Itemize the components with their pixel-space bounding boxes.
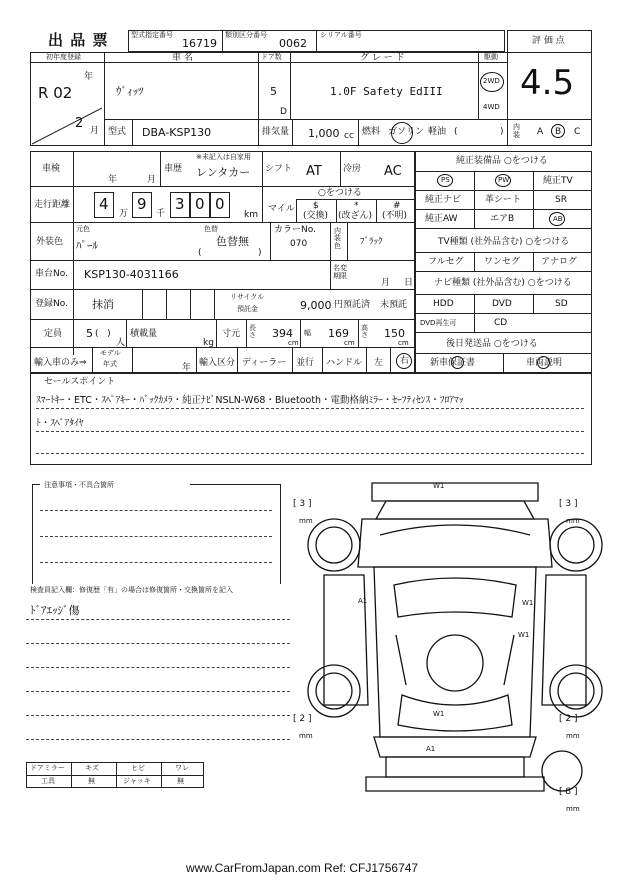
tire-depth-rr-unit: mm (566, 732, 580, 740)
damage-mark-right-1: W1 (522, 599, 534, 607)
doors-value: 5 (270, 85, 277, 98)
color-no-label: カラーNo. (274, 225, 316, 235)
navi-cd: CD (494, 318, 508, 328)
recycle-unpaid: 未預託 (380, 300, 408, 310)
interior-color-value: ﾌﾞﾗｯｸ (360, 237, 383, 247)
import-dealer: ディーラー (242, 358, 287, 368)
color-paren-close: ) (258, 248, 262, 258)
damage-mark-front: W1 (433, 482, 445, 490)
sales-point-label: セールスポイント (44, 377, 116, 387)
recycle-label-2: 預託金 (237, 305, 258, 313)
model-year-label-1: モデル (100, 349, 121, 357)
shaken-month-unit: 月 (147, 175, 157, 185)
drive-4wd: 4WD (483, 103, 500, 111)
manual-circle (537, 356, 550, 369)
import-class-label: 輸入区分 (199, 358, 236, 368)
equip-sr: SR (555, 195, 567, 205)
reg-no-label: 登録No. (35, 299, 68, 309)
capacity-label: 定員 (44, 329, 63, 339)
length-cm: cm (288, 339, 299, 347)
chassis-value: KSP130-4031166 (84, 268, 179, 281)
fuel-label: 燃料 (362, 127, 381, 137)
accessory-value-3: ジャッキ (123, 777, 151, 785)
name-change-day: 日 (404, 278, 414, 288)
tv-analog: アナログ (541, 257, 578, 267)
mileage-km-unit: km (244, 210, 258, 220)
history-value: レンタカー (196, 166, 251, 179)
displacement-value: 1,000 (308, 127, 340, 140)
caution-label: 注意事項・不具合箇所 (44, 481, 114, 489)
classification-value: 0062 (279, 37, 307, 50)
length-value: 394 (272, 327, 293, 340)
import-parallel: 並行 (296, 358, 315, 368)
meter-unknown-symbol: # (393, 201, 401, 211)
accessory-header-4: ワレ (175, 764, 189, 772)
damage-mark-right-2: W1 (518, 631, 530, 639)
tire-depth-fr: [ 3 ] (559, 499, 578, 509)
navi-dvd-player: DVD再生可 (420, 319, 457, 327)
shift-value: AT (306, 164, 322, 179)
first-reg-year: R 02 (38, 84, 73, 102)
shaken-label: 車検 (42, 164, 61, 174)
meter-exchange: (交換) (303, 211, 329, 221)
first-reg-slash (30, 106, 104, 146)
name-change-month: 月 (381, 278, 391, 288)
cooler-value: AC (384, 164, 402, 179)
equip-ps: PS (441, 176, 450, 184)
equip-ab: AB (553, 215, 563, 223)
interior-grade-b: B (555, 127, 562, 137)
history-note: ※未記入は自家用 (196, 153, 251, 161)
meter-tamper-symbol: * (354, 201, 359, 211)
score-value: 4.5 (520, 63, 575, 103)
history-label: 車歴 (164, 164, 183, 174)
mileage-man-unit: 万 (119, 209, 129, 219)
reg-no-value: 抹消 (92, 298, 114, 311)
damage-mark-rear: W1 (433, 710, 445, 718)
color-no-value: 070 (290, 239, 308, 249)
color-paren-open: ( (198, 248, 202, 258)
tv-type-header: TV種類 (社外品含む) ○をつける (438, 237, 570, 247)
color-change-label: 色替 (204, 225, 218, 233)
later-shipment-header: 後日発送品 ○をつける (446, 339, 538, 349)
mile-label: マイル (268, 204, 295, 214)
meter-circle-note: ○をつける (318, 188, 362, 198)
page-title: 出 品 票 (48, 31, 109, 49)
accessory-header-2: キズ (85, 764, 99, 772)
shaken-year-unit: 年 (108, 175, 118, 185)
car-name-label: 車 名 (172, 53, 193, 63)
doors-label: ドア数 (261, 53, 282, 61)
height-value: 150 (384, 327, 405, 340)
color-change-value: 色替無 (216, 235, 249, 248)
tire-depth-rl-unit: mm (299, 732, 313, 740)
equip-genuine-tv: 純正TV (543, 176, 573, 186)
capacity-paren: ( ) (95, 329, 111, 339)
model-year-unit: 年 (182, 363, 192, 373)
model-designation-label: 型式指定番号 (131, 31, 173, 39)
navi-type-header: ナビ種類 (社外品含む) ○をつける (434, 278, 572, 288)
genuine-equipment-header: 純正装備品 ○をつける (456, 156, 548, 166)
accessory-value-2: 無 (88, 777, 95, 785)
cooler-label: 冷房 (343, 164, 362, 174)
interior-label: 内装 (513, 123, 520, 139)
width-value: 169 (328, 327, 349, 340)
model-type-label: 型式 (108, 127, 127, 137)
accessory-header-1: ドアミラー (30, 764, 65, 772)
name-change-label: 名変期限 (333, 264, 347, 280)
inspector-label: 検査員記入欄：修復歴「有」の場合は修復箇所・交換箇所を記入 (30, 586, 233, 594)
displacement-unit: cc (344, 131, 354, 141)
width-label: 幅 (304, 329, 311, 337)
grade-value: 1.0F Safety EdIII (330, 85, 443, 98)
height-cm: cm (398, 339, 409, 347)
height-label: 高さ (361, 324, 368, 340)
original-color-label: 元色 (76, 225, 90, 233)
tire-depth-spare: [ 8 ] (559, 787, 578, 797)
navi-dvd: DVD (492, 299, 512, 309)
model-type-value: DBA-KSP130 (142, 126, 212, 139)
later-new-car-warranty: 新車保証書 (430, 358, 476, 368)
handle-right: 右 (400, 356, 410, 366)
width-cm: cm (344, 339, 355, 347)
equip-genuine-navi: 純正ナビ (425, 195, 462, 205)
tire-depth-fl-unit: mm (299, 517, 313, 525)
equip-airbag: エアB (490, 214, 515, 224)
sales-point-line-2: ﾄ・ｽﾍﾟｱﾀｲﾔ (36, 418, 84, 429)
mileage-digit-4-text: 0 (195, 195, 205, 213)
grade-label: グ レ ー ド (360, 53, 405, 63)
meter-unknown: (不明) (382, 211, 408, 221)
mileage-digit-2-text: 9 (137, 195, 147, 213)
fuel-diesel: 軽油 (428, 127, 447, 137)
inspector-note: ﾄﾞｱｴｯｼﾞ傷 (30, 604, 80, 617)
interior-grade-a: A (537, 127, 544, 137)
mileage-digit-1-text: 4 (99, 195, 109, 213)
mileage-sen-unit: 千 (156, 209, 166, 219)
fuel-gasoline: ガソリン (388, 127, 425, 137)
fuel-paren: ( (454, 127, 458, 137)
drive-label: 駆動 (484, 53, 498, 61)
original-color-value: ﾊﾟｰﾙ (76, 239, 98, 252)
fuel-paren-close: ) (500, 127, 504, 137)
handle-left: 左 (374, 358, 384, 368)
meter-tamper: (改ざん) (338, 211, 373, 221)
mileage-digit-5-text: 0 (215, 195, 225, 213)
damage-mark-rear-bumper: A1 (426, 745, 436, 753)
navi-hdd: HDD (433, 299, 454, 309)
chassis-label: 車台No. (35, 269, 68, 279)
mileage-label: 走行距離 (34, 200, 71, 210)
meter-exchange-symbol: $ (313, 201, 319, 211)
damage-mark-left: A1 (358, 597, 368, 605)
length-label: 長さ (249, 324, 256, 340)
dims-label: 寸元 (222, 329, 241, 339)
equip-pw: PW (498, 176, 510, 184)
later-manual: 車両説明 (526, 358, 563, 368)
exterior-color-label: 外装色 (36, 237, 64, 247)
recycle-amount: 9,000 (300, 299, 332, 312)
model-designation-value: 16719 (182, 37, 217, 50)
tv-oneseg: ワンセグ (484, 257, 521, 267)
loading-unit: kg (203, 338, 214, 348)
door-type: D (280, 107, 287, 117)
first-reg-label: 初年度登録 (46, 53, 81, 61)
model-year-label-2: 年式 (103, 360, 117, 368)
tire-depth-rr: [ 2 ] (559, 714, 578, 724)
mileage-digit-3-text: 3 (175, 195, 185, 213)
warranty-circle (451, 356, 464, 369)
accessory-header-3: ヒビ (131, 764, 145, 772)
capacity-unit: 人 (116, 338, 126, 348)
footer-watermark: www.CarFromJapan.com Ref: CFJ1756747 (186, 861, 419, 875)
first-reg-month-unit: 月 (90, 126, 100, 136)
car-name-value: ｳﾞｨｯﾂ (116, 85, 144, 98)
tire-depth-spare-unit: mm (566, 805, 580, 813)
displacement-label: 排気量 (262, 127, 290, 137)
recycle-unit: 円預託済 (334, 300, 371, 310)
score-label: 評 価 点 (532, 36, 565, 46)
shift-label: シフト (265, 164, 293, 174)
interior-color-label: 内装色 (334, 227, 341, 250)
tire-depth-rl: [ 2 ] (293, 714, 312, 724)
sales-point-line-1: ｽﾏｰﾄｷｰ・ETC・ｽﾍﾟｱｷｰ・ﾊﾞｯｸｶﾒﾗ・純正ﾅﾋﾞNSLN-W68・Bluetooth・電動格納ﾐﾗｰ・ｾｰﾌﾃｨｾﾝｽ・ﾌﾛｱﾏｯ (36, 395, 464, 406)
import-label: 輸入車のみ⇒ (34, 358, 87, 368)
recycle-label-1: リサイクル (230, 293, 265, 301)
equip-leather: 革シート (485, 195, 522, 205)
tv-fullseg: フルセグ (428, 257, 464, 267)
interior-grade-c: C (574, 127, 581, 137)
accessory-value-4: 無 (177, 777, 184, 785)
classification-label: 類別区分番号 (225, 31, 267, 39)
first-reg-year-unit: 年 (84, 72, 94, 82)
navi-sd: SD (555, 299, 568, 309)
handle-label: ハンドル (326, 358, 363, 368)
serial-label: シリアル番号 (320, 31, 362, 39)
tire-depth-fl: [ 3 ] (293, 499, 312, 509)
capacity-value: 5 (86, 327, 93, 340)
drive-2wd: 2WD (483, 77, 500, 85)
first-reg-month: 2 (75, 116, 84, 131)
tire-depth-fr-unit: mm (566, 517, 580, 525)
accessory-value-1: 工具 (41, 777, 55, 785)
loading-label: 積載量 (130, 329, 158, 339)
equip-genuine-aw: 純正AW (425, 214, 458, 224)
